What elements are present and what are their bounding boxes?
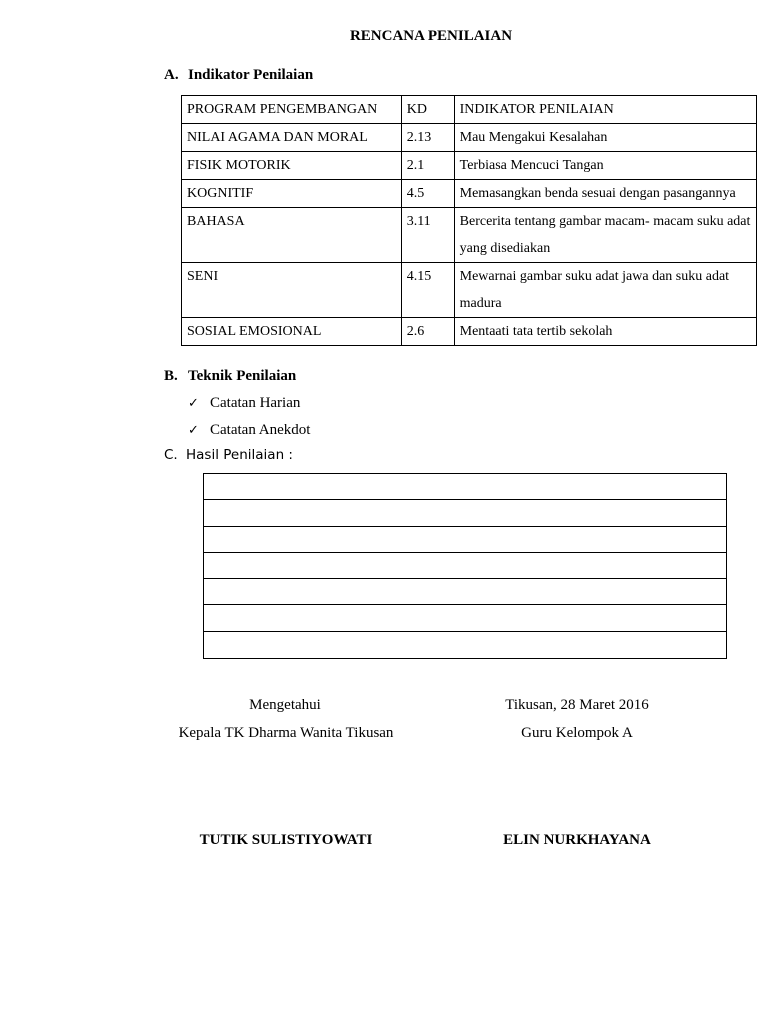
cell-indikator: Mewarnai gambar suku adat jawa dan suku adat madura [454,263,756,318]
list-item [188,417,310,444]
page-title: RENCANA PENILAIAN [349,28,513,44]
cell-kd: 3.11 [401,208,454,263]
left-position-label: Kepala TK Dharma Wanita Tikusan [178,725,394,741]
section-b-heading [164,368,296,385]
cell-kd: 4.15 [401,263,454,318]
cell-indikator: Mau Mengakui Kesalahan [454,124,756,152]
checkmark-icon: ✓ [188,396,199,411]
header-indikator: INDIKATOR PENILAIAN [454,96,756,124]
left-signatory-name: TUTIK SULISTIYOWATI [199,832,373,848]
cell-kd: 2.13 [401,124,454,152]
header-program: PROGRAM PENGEMBANGAN [182,96,402,124]
grid-row [204,553,726,579]
cell-program: FISIK MOTORIK [182,152,402,180]
table-row [182,152,757,180]
cell-program: SOSIAL EMOSIONAL [182,318,402,346]
grid-row [204,500,726,526]
section-a-heading [164,67,313,84]
teknik-checklist [188,390,310,444]
cell-program: NILAI AGAMA DAN MORAL [182,124,402,152]
section-b-letter: B. [164,368,178,384]
indikator-table [181,95,757,346]
table-row [182,318,757,346]
right-date-label: Tikusan, 28 Maret 2016 [505,697,649,713]
grid-row [204,579,726,605]
grid-row [204,474,726,500]
cell-indikator: Memasangkan benda sesuai dengan pasangannya [454,180,756,208]
section-a-title: Indikator Penilaian [188,67,314,83]
section-c-title: Hasil Penilaian : [186,447,293,463]
section-c-letter: C. [164,447,178,463]
section-b-title: Teknik Penilaian [188,368,297,384]
table-header-row [182,96,757,124]
cell-indikator: Bercerita tentang gambar macam- macam suku adat yang disediakan [454,208,756,263]
section-a-letter: A. [164,67,179,83]
list-item [188,390,310,417]
grid-row [204,632,726,658]
table-row [182,180,757,208]
list-item-label: Catatan Anekdot [210,422,311,438]
right-position-label: Guru Kelompok A [521,725,633,741]
hasil-penilaian-grid [203,473,727,659]
cell-program: BAHASA [182,208,402,263]
header-kd: KD [401,96,454,124]
table-row [182,263,757,318]
table-row [182,208,757,263]
grid-row [204,605,726,631]
cell-kd: 2.6 [401,318,454,346]
cell-program: KOGNITIF [182,180,402,208]
list-item-label: Catatan Harian [210,395,301,411]
right-signatory-name: ELIN NURKHAYANA [503,832,651,848]
section-c-heading [164,447,293,463]
grid-row [204,527,726,553]
cell-indikator: Terbiasa Mencuci Tangan [454,152,756,180]
cell-kd: 2.1 [401,152,454,180]
table-row [182,124,757,152]
checkmark-icon: ✓ [188,423,199,438]
left-acknowledge-label: Mengetahui [249,697,321,713]
cell-program: SENI [182,263,402,318]
cell-kd: 4.5 [401,180,454,208]
cell-indikator: Mentaati tata tertib sekolah [454,318,756,346]
